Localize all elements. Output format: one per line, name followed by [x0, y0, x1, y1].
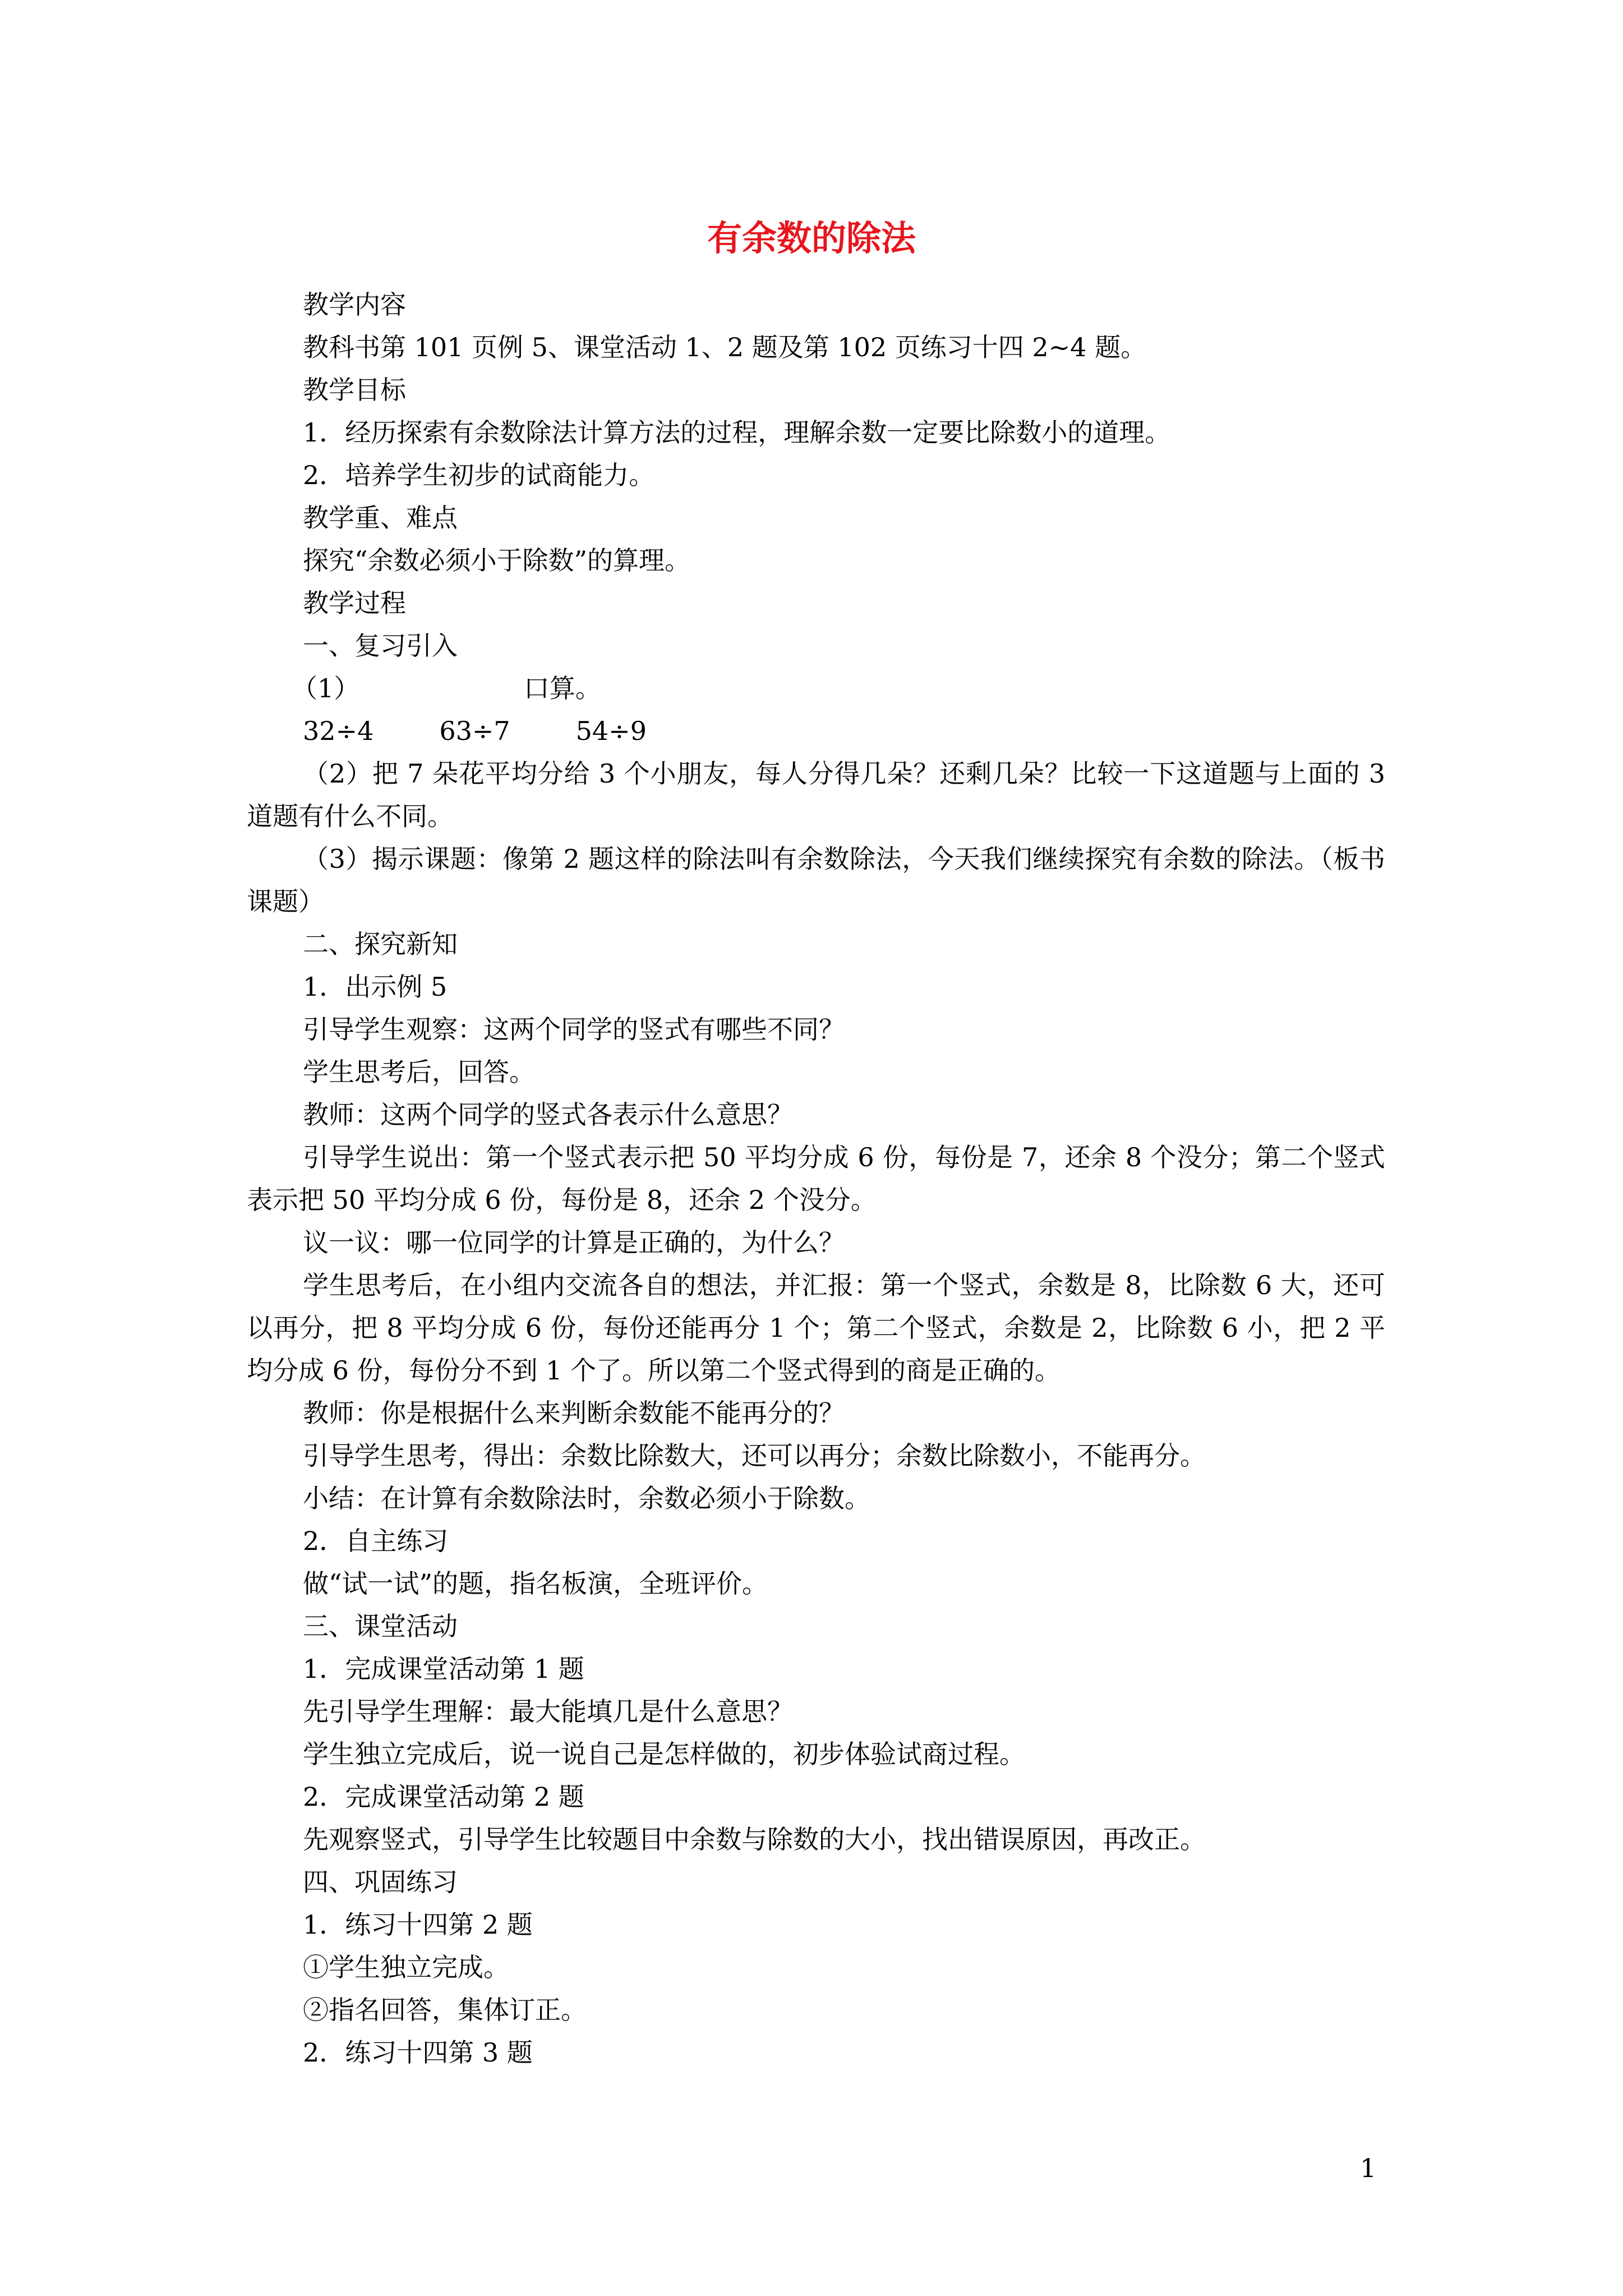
paragraph: 引导学生思考，得出：余数比除数大，还可以再分；余数比除数小，不能再分。: [303, 1441, 1206, 1471]
paragraph: 先引导学生理解：最大能填几是什么意思？: [303, 1696, 793, 1727]
heading-key-points: 教学重、难点: [303, 503, 458, 533]
paragraph: （1） 口算。: [292, 673, 601, 703]
paragraph: 先观察竖式，引导学生比较题目中余数与除数的大小，找出错误原因，再改正。: [303, 1824, 1206, 1855]
paragraph: 2．练习十四第 3 题: [303, 2037, 533, 2068]
paragraph: ②指名回答，集体订正。: [303, 1995, 587, 2025]
paragraph: 引导学生观察：这两个同学的竖式有哪些不同？: [303, 1014, 845, 1045]
paragraph: （3）揭示课题：像第 2 题这样的除法叫有余数除法，今天我们继续探究有余数的除法。（板书课题）: [247, 844, 1385, 917]
section-heading: 三、课堂活动: [303, 1611, 458, 1641]
paragraph: 教科书第 101 页例 5、课堂活动 1、2 题及第 102 页练习十四 2~4 题。: [303, 332, 1147, 362]
paragraph: 1．完成课堂活动第 1 题: [303, 1654, 584, 1684]
paragraph: 2．自主练习: [303, 1526, 449, 1556]
paragraph: 做“试一试”的题，指名板演，全班评价。: [303, 1568, 768, 1599]
paragraph: 32÷4 63÷7 54÷9: [303, 716, 647, 746]
heading-teaching-goals: 教学目标: [303, 375, 406, 405]
section-heading: 一、复习引入: [303, 631, 458, 661]
paragraph: 教师：你是根据什么来判断余数能不能再分的？: [303, 1398, 845, 1428]
paragraph: （2）把 7 朵花平均分给 3 个小朋友，每人分得几朵？还剩几朵？比较一下这道题与上面的 3 道题有什么不同。: [247, 758, 1385, 831]
page-number: 1: [1360, 2153, 1377, 2183]
paragraph: 学生思考后，回答。: [303, 1057, 535, 1087]
section-heading: 四、巩固练习: [303, 1867, 458, 1897]
paragraph: 探究“余数必须小于除数”的算理。: [303, 545, 691, 576]
document-title: 有余数的除法: [707, 218, 916, 259]
section-heading: 二、探究新知: [303, 929, 458, 959]
heading-teaching-process: 教学过程: [303, 588, 406, 618]
paragraph: 小结：在计算有余数除法时，余数必须小于除数。: [303, 1483, 870, 1513]
paragraph: 1．练习十四第 2 题: [303, 1910, 533, 1940]
paragraph: 学生独立完成后，说一说自己是怎样做的，初步体验试商过程。: [303, 1739, 1025, 1769]
paragraph: 2．培养学生初步的试商能力。: [303, 460, 655, 490]
heading-teaching-content: 教学内容: [303, 289, 406, 320]
paragraph: ①学生独立完成。: [303, 1952, 509, 1982]
paragraph: 1．经历探索有余数除法计算方法的过程，理解余数一定要比除数小的道理。: [303, 417, 1171, 448]
paragraph: 1．出示例 5: [303, 972, 448, 1002]
paragraph: 议一议：哪一位同学的计算是正确的，为什么？: [303, 1227, 845, 1258]
paragraph: 教师：这两个同学的竖式各表示什么意思？: [303, 1099, 793, 1130]
paragraph: 学生思考后，在小组内交流各自的想法，并汇报：第一个竖式，余数是 8，比除数 6 大，还可以再分，把 8 平均分成 6 份，每份还能再分 1 个；第二个竖式，余数是 2，比除数 6 小，把 2 平均分成 6 份，每份分不到 1 个了。所以第二个竖式得到的商是正确的。: [247, 1270, 1385, 1386]
paragraph: 引导学生说出：第一个竖式表示把 50 平均分成 6 份，每份是 7，还余 8 个没分；第二个竖式表示把 50 平均分成 6 份，每份是 8，还余 2 个没分。: [247, 1142, 1385, 1215]
paragraph: 2．完成课堂活动第 2 题: [303, 1782, 584, 1812]
document-body: [247, 283, 1385, 2074]
